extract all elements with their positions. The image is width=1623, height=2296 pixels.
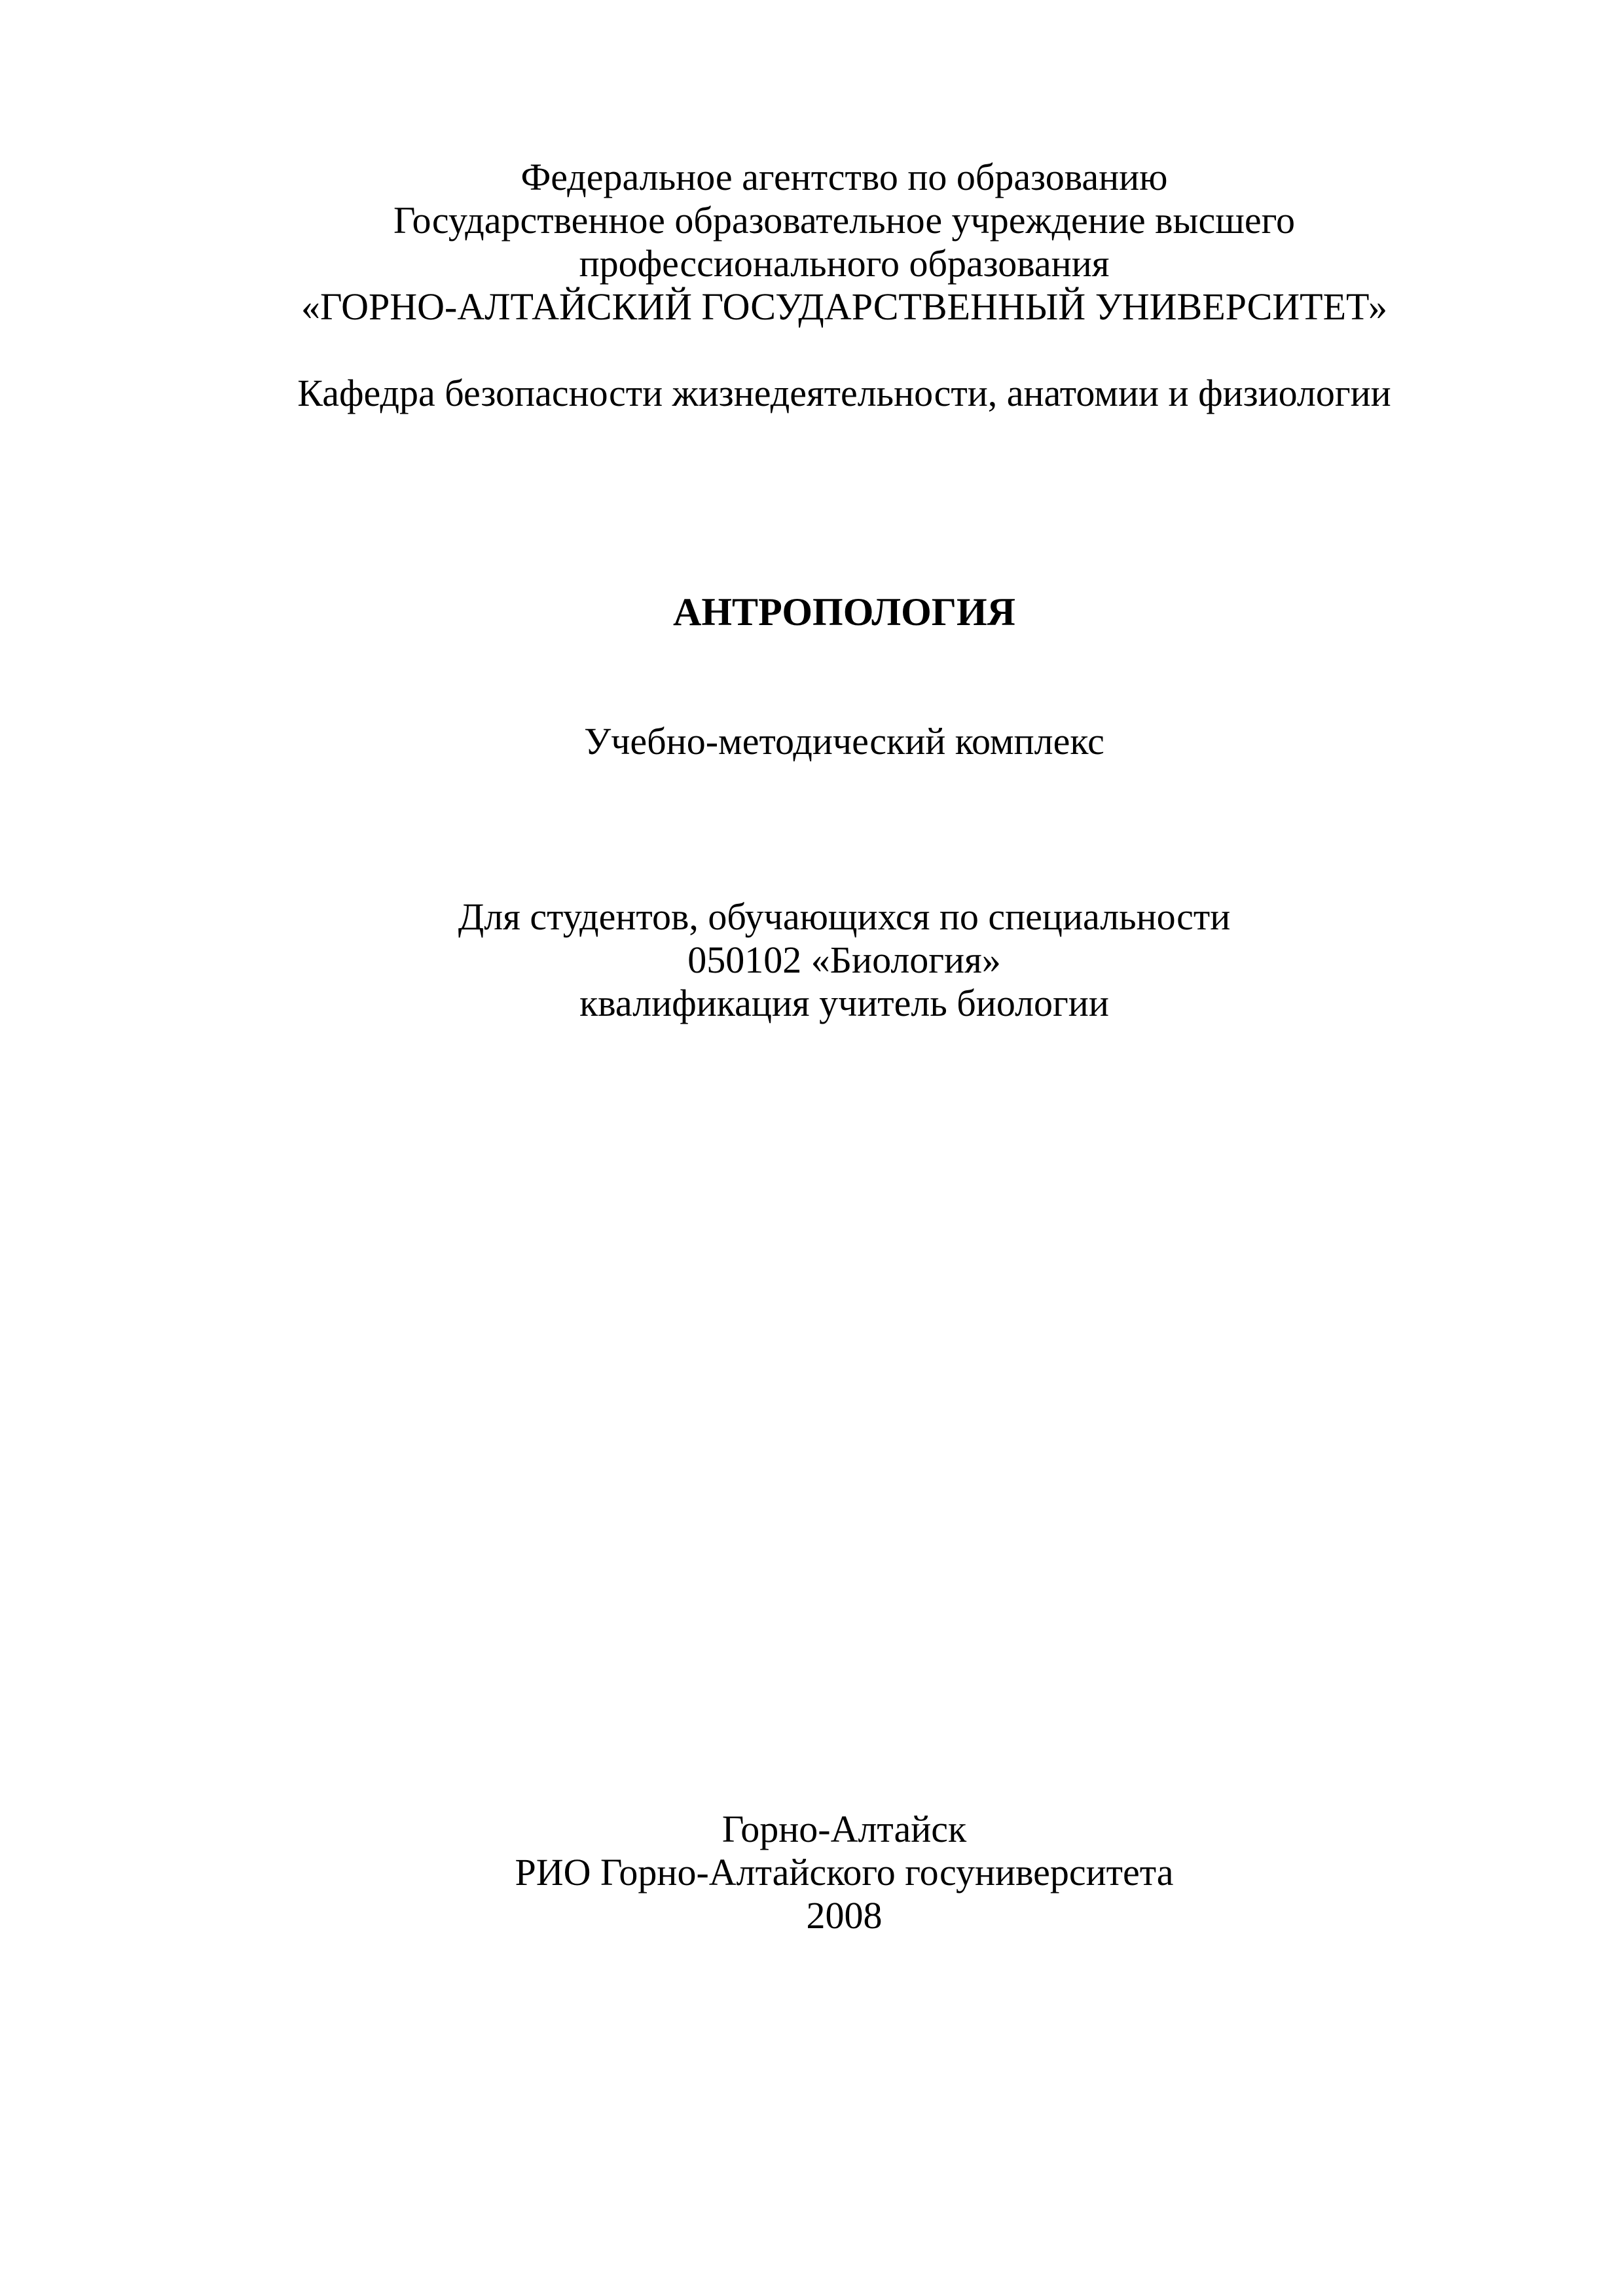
university-name: «ГОРНО-АЛТАЙСКИЙ ГОСУДАРСТВЕННЫЙ УНИВЕРСИТЕТ»	[301, 285, 1387, 328]
audience-line-1: Для студентов, обучающихся по специальности	[458, 895, 1231, 938]
audience-line-2: 050102 «Биология»	[687, 939, 1001, 981]
institution-line-2: профессионального образования	[579, 242, 1110, 285]
department-block	[0, 372, 1623, 415]
imprint-year: 2008	[806, 1894, 883, 1937]
department-name: Кафедра безопасности жизнедеятельности, анатомии и физиологии	[297, 372, 1391, 414]
imprint-block	[0, 1808, 1623, 1937]
audience-line-3: квалификация учитель биологии	[579, 982, 1109, 1024]
imprint-city: Горно-Алтайск	[721, 1808, 967, 1850]
agency-line: Федеральное агентство по образованию	[520, 156, 1168, 198]
document-subtitle: Учебно-методический комплекс	[584, 720, 1104, 762]
organization-header	[0, 156, 1623, 329]
document-title: АНТРОПОЛОГИЯ	[673, 590, 1015, 634]
audience-block	[0, 895, 1623, 1025]
subtitle-block	[0, 720, 1623, 763]
imprint-publisher: РИО Горно-Алтайского госуниверситета	[515, 1851, 1174, 1893]
title-block	[0, 589, 1623, 635]
institution-line-1: Государственное образовательное учреждение высшего	[393, 199, 1295, 242]
